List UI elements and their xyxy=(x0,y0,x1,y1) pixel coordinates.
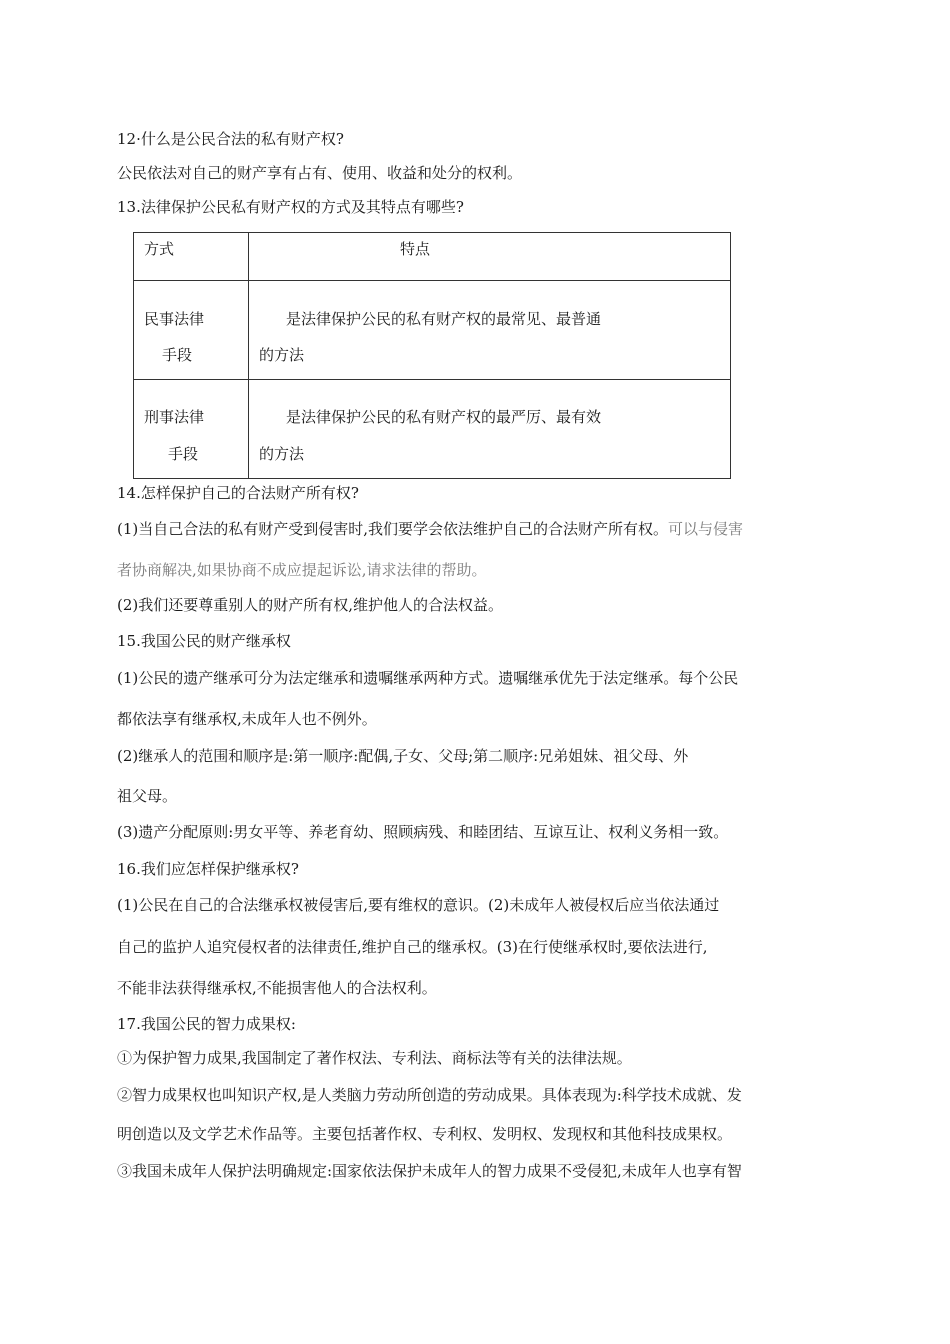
question-16-title: 16.我们应怎样保护继承权? xyxy=(117,860,299,878)
table-cell-mode xyxy=(134,380,249,479)
question-15-point-1-line2: 都依法享有继承权,未成年人也不例外。 xyxy=(117,710,377,728)
question-17-item-3: ③我国未成年人保护法明确规定:国家依法保护未成年人的智力成果不受侵犯,未成年人也享有智 xyxy=(117,1162,742,1180)
question-14-point-2: (2)我们还要尊重别人的财产所有权,维护他人的合法权益。 xyxy=(117,596,504,614)
question-17-title: 17.我国公民的智力成果权: xyxy=(117,1015,296,1033)
question-12-title: 12·什么是公民合法的私有财产权? xyxy=(117,130,344,148)
feature-text-line1: 是法律保护公民的私有财产权的最严厉、最有效 xyxy=(286,408,602,426)
question-14-point-1-note: 可以与侵害 xyxy=(668,520,744,538)
table-header-row xyxy=(134,233,731,281)
question-15-point-1-line1: (1)公民的遗产继承可分为法定继承和遗嘱继承两种方式。遗嘱继承优先于法定继承。每个公民 xyxy=(117,669,739,687)
question-16-line1: (1)公民在自己的合法继承权被侵害后,要有维权的意识。(2)未成年人被侵权后应当依法通过 xyxy=(117,896,720,914)
question-17-item-2-line1: ②智力成果权也叫知识产权,是人类脑力劳动所创造的劳动成果。具体表现为:科学技术成就、发 xyxy=(117,1086,742,1104)
question-17-item-2-line2: 明创造以及文学艺术作品等。主要包括著作权、专利权、发明权、发现权和其他科技成果权。 xyxy=(117,1125,733,1143)
table-row xyxy=(134,380,731,479)
question-15-point-2-line1: (2)继承人的范围和顺序是:第一顺序:配偶,子女、父母;第二顺序:兄弟姐妹、祖父母、外 xyxy=(117,747,689,765)
question-15-point-2-line2: 祖父母。 xyxy=(117,787,178,805)
mode-label-line1: 民事法律 xyxy=(144,310,205,328)
question-14-point-1 xyxy=(117,519,743,539)
table-header-feature: 特点 xyxy=(400,240,431,258)
table-cell-feature xyxy=(249,380,731,479)
question-15-point-3: (3)遗产分配原则:男女平等、养老育幼、照顾病残、和睦团结、互谅互让、权利义务相一致。 xyxy=(117,823,729,841)
question-13-title: 13.法律保护公民私有财产权的方式及其特点有哪些? xyxy=(117,198,464,216)
feature-text-line2: 的方法 xyxy=(259,346,305,364)
mode-label-line1: 刑事法律 xyxy=(144,408,205,426)
mode-label-line2: 手段 xyxy=(162,346,193,364)
table-header-cell-mode xyxy=(134,233,249,281)
question-16-line3: 不能非法获得继承权,不能损害他人的合法权利。 xyxy=(117,979,437,997)
feature-text-line1: 是法律保护公民的私有财产权的最常见、最普通 xyxy=(286,310,602,328)
table-row xyxy=(134,281,731,380)
mode-label-line2: 手段 xyxy=(168,445,199,463)
question-14-title: 14.怎样保护自己的合法财产所有权? xyxy=(117,484,359,502)
question-12-answer: 公民依法对自己的财产享有占有、使用、收益和处分的权利。 xyxy=(117,164,523,182)
question-16-line2: 自己的监护人追究侵权者的法律责任,维护自己的继承权。(3)在行使继承权时,要依法进行, xyxy=(117,938,708,956)
table-cell-mode xyxy=(134,281,249,380)
question-17-item-1: ①为保护智力成果,我国制定了著作权法、专利法、商标法等有关的法律法规。 xyxy=(117,1049,632,1067)
table-header-mode: 方式 xyxy=(144,240,175,258)
protection-methods-table xyxy=(133,232,731,479)
feature-text-line2: 的方法 xyxy=(259,445,305,463)
question-15-title: 15.我国公民的财产继承权 xyxy=(117,632,291,650)
table-header-cell-feature xyxy=(249,233,731,281)
table-cell-feature xyxy=(249,281,731,380)
question-14-point-1-cont: 者协商解决,如果协商不成应提起诉讼,请求法律的帮助。 xyxy=(117,561,487,579)
question-14-point-1-text: (1)当自己合法的私有财产受到侵害时,我们要学会依法维护自己的合法财产所有权。 xyxy=(117,520,669,538)
